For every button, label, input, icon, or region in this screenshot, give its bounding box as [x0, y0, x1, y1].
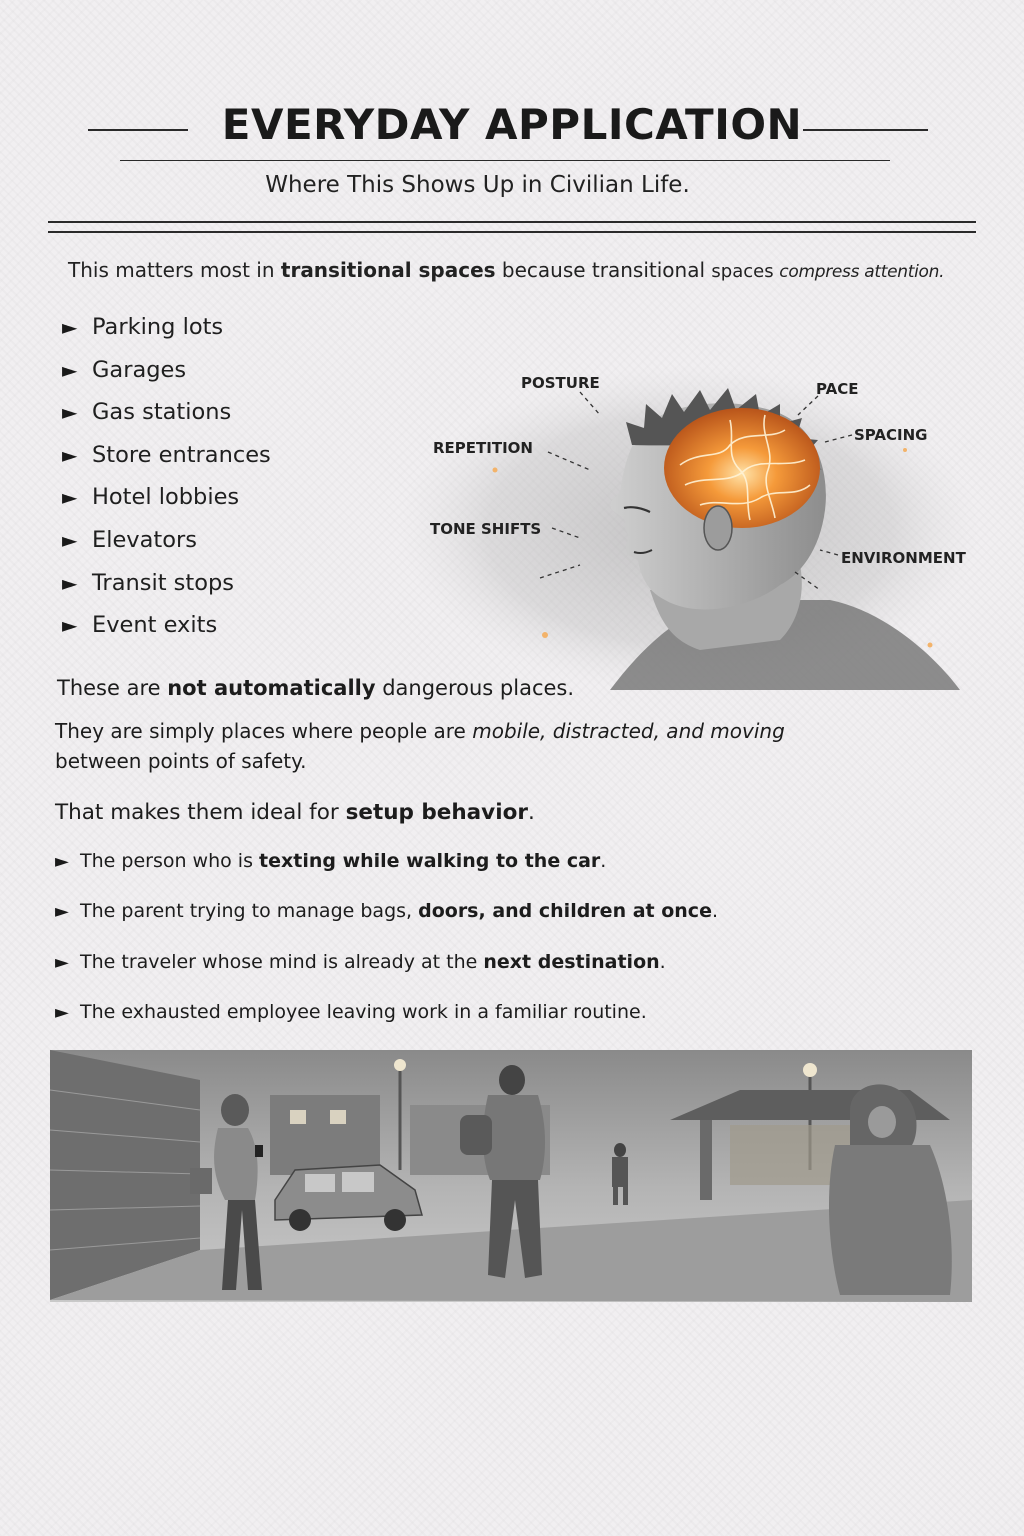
intro-sentence [68, 258, 944, 282]
label-repetition: REPETITION [433, 439, 533, 457]
triangle-bullet-icon: ► [55, 851, 69, 872]
triangle-bullet-icon: ► [55, 901, 69, 923]
triangle-bullet-icon: ► [62, 613, 78, 638]
street-scene-illustration [50, 1050, 972, 1302]
triangle-bullet-icon: ► [55, 951, 69, 973]
triangle-bullet-icon: ► [62, 527, 78, 552]
paragraph-setup: That makes them ideal for setup behavior. [55, 800, 535, 825]
paragraph-not-dangerous: These are not automatically dangerous places. [57, 676, 575, 700]
double-rule-top [48, 221, 976, 223]
list-item: ► Gas stations [62, 399, 232, 426]
label-spacing: SPACING [854, 426, 928, 444]
label-pace: PACE [816, 380, 859, 398]
intro-prefix: This matters most in [68, 258, 281, 282]
double-rule-bottom [48, 231, 976, 233]
places-list [62, 314, 271, 655]
list-item: ► Elevators [62, 526, 197, 553]
triangle-bullet-icon: ► [62, 570, 78, 595]
triangle-bullet-icon: ► [62, 485, 78, 510]
list-item: ► The traveler whose mind is already at the next destination. [55, 950, 666, 973]
triangle-bullet-icon: ► [62, 315, 78, 339]
intro-italic: compress attention. [779, 262, 945, 282]
list-item: ► Garages [62, 356, 187, 383]
label-tone-shifts: TONE SHIFTS [430, 520, 542, 538]
list-item: ► Store entrances [62, 441, 271, 468]
page-title: EVERYDAY APPLICATION [221, 100, 803, 149]
intro-bold: transitional spaces [280, 258, 496, 282]
triangle-bullet-icon: ► [62, 442, 78, 467]
intro-middle: because transitional [495, 258, 712, 282]
paragraph-mobile: They are simply places where people are mobile, distracted, and moving between points of safety. [55, 719, 785, 773]
triangle-bullet-icon: ► [55, 1001, 69, 1023]
list-item: ► The person who is texting while walking to the car. [55, 850, 607, 872]
triangle-bullet-icon: ► [62, 357, 78, 382]
page-subtitle: Where This Shows Up in Civilian Life. [265, 172, 690, 198]
examples-list [55, 850, 718, 1051]
title-underline [120, 160, 890, 161]
label-environment: ENVIRONMENT [841, 549, 966, 567]
intro-small: spaces [711, 261, 780, 282]
list-item: ► Parking lots [62, 314, 224, 340]
list-item: ► Event exits [62, 612, 218, 639]
list-item: ► The parent trying to manage bags, doors, and children at once. [55, 900, 718, 923]
list-item: ► Hotel lobbies [62, 484, 240, 511]
list-item: ► The exhausted employee leaving work in a familiar routine. [55, 1000, 647, 1023]
label-posture: POSTURE [521, 374, 600, 392]
list-item: ► Transit stops [62, 569, 234, 596]
triangle-bullet-icon: ► [62, 400, 78, 425]
